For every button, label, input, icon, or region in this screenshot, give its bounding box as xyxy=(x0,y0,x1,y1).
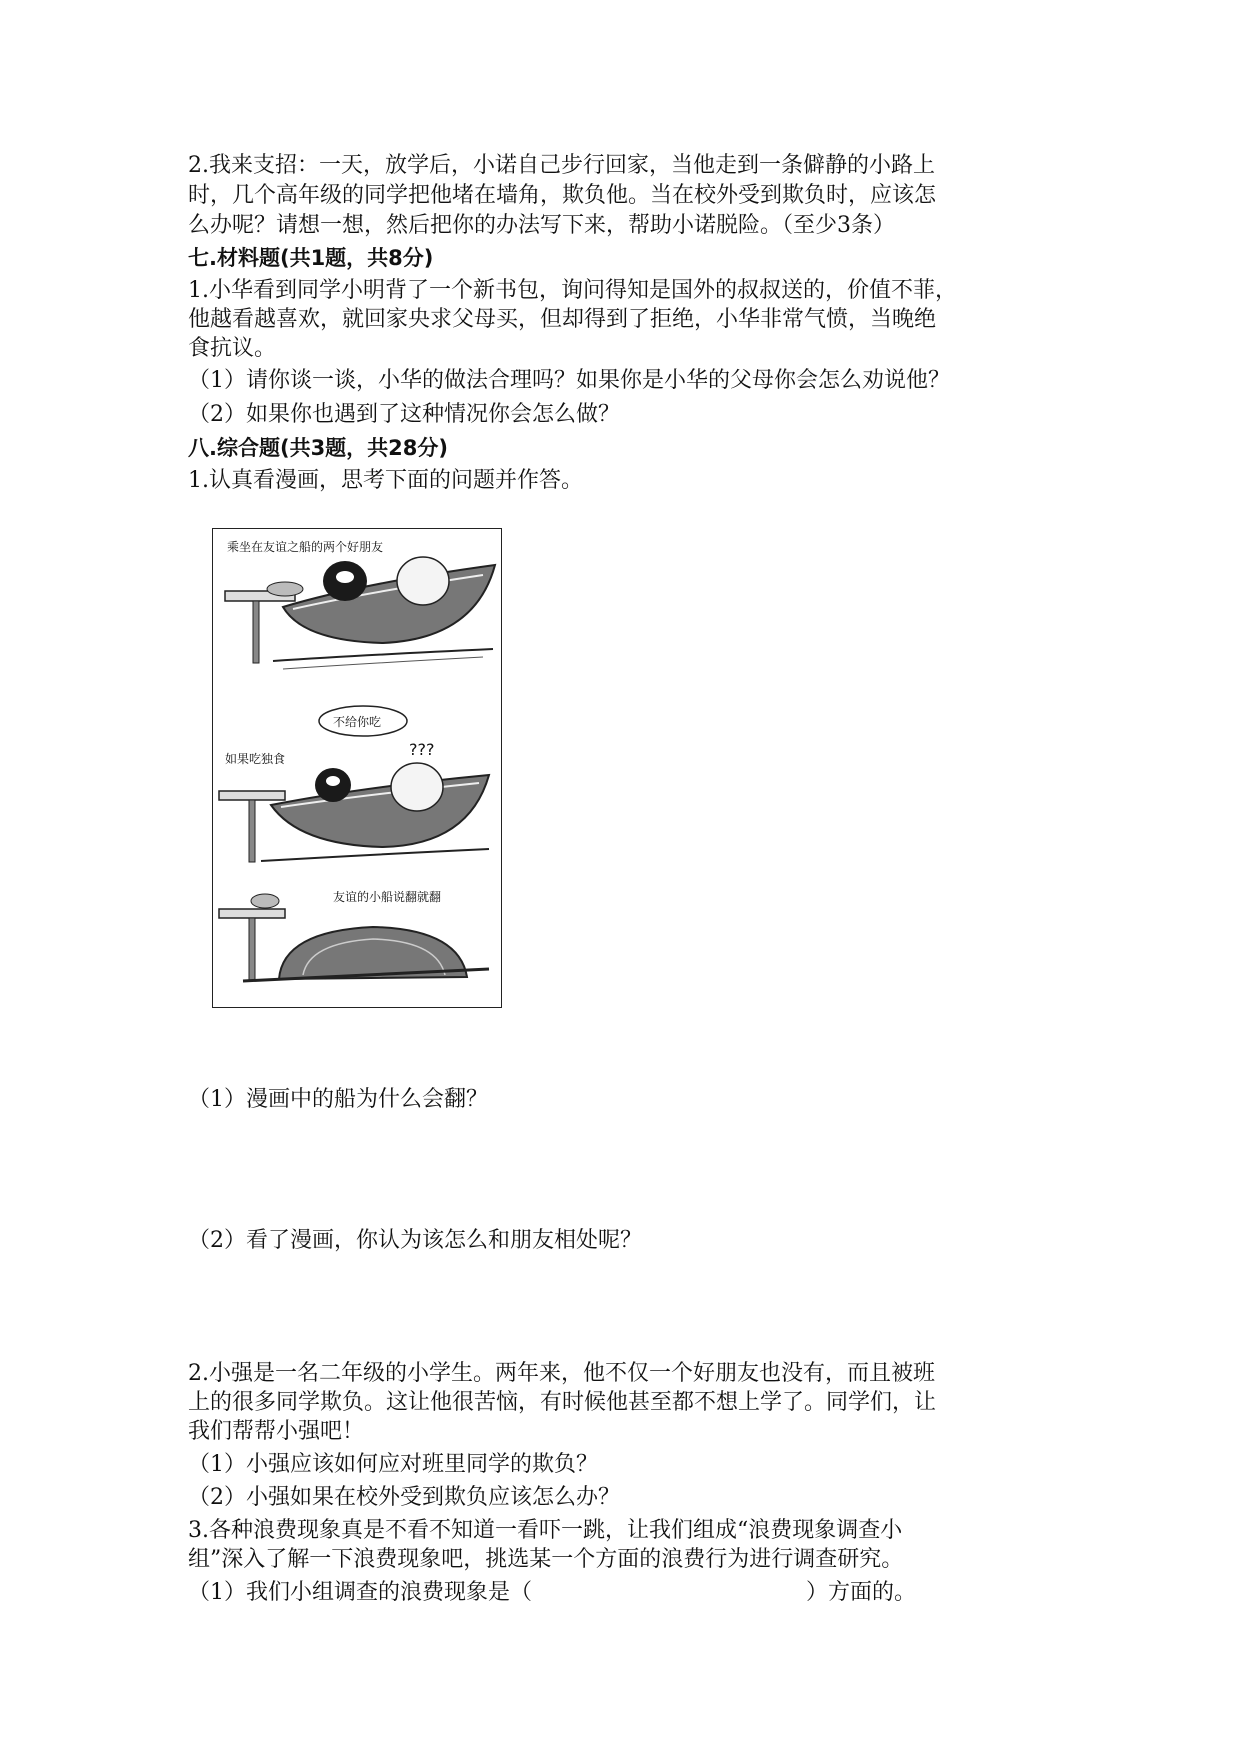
s8-q3-sub-1-end: ）方面的。 xyxy=(806,1580,917,1605)
s7-q1-line-1: 1.小华看到同学小明背了一个新书包，询问得知是国外的叔叔送的，价值不菲， xyxy=(188,278,957,303)
s8-q3-line-1: 3.各种浪费现象真是不看不知道一看吓一跳，让我们组成“浪费现象调查小 xyxy=(188,1518,903,1543)
panel-2-scene xyxy=(219,763,489,862)
friendship-boat-comic xyxy=(212,528,502,1008)
q6-2-line-2: 时，几个高年级的同学把他堵在墙角，欺负他。当在校外受到欺负时，应该怎 xyxy=(188,183,937,208)
s8-q2-line-3: 我们帮帮小强吧！ xyxy=(188,1419,365,1444)
s7-q1-sub-2: （2）如果你也遇到了这种情况你会怎么做？ xyxy=(188,402,620,427)
speech-bubble-text: 不给你吃 xyxy=(333,715,382,729)
comic-caption-2: 如果吃独食 xyxy=(225,752,286,766)
s8-q3-line-2: 组”深入了解一下浪费现象吧，挑选某一个方面的浪费行为进行调查研究。 xyxy=(188,1547,904,1572)
s8-q2-line-2: 上的很多同学欺负。这让他很苦恼，有时候他甚至都不想上学了。同学们，让 xyxy=(188,1390,937,1415)
panel-3-scene xyxy=(219,894,489,981)
q6-2-line-1: 2.我来支招：一天，放学后，小诺自己步行回家，当他走到一条僻静的小路上 xyxy=(188,153,935,178)
q6-2-line-3: 么办呢？请想一想，然后把你的办法写下来，帮助小诺脱险。（至少3条） xyxy=(188,213,895,238)
s8-q1-prompt: 1.认真看漫画，思考下面的问题并作答。 xyxy=(188,468,583,493)
s7-q1-sub-1: （1）请你谈一谈，小华的做法合理吗？如果你是小华的父母你会怎么劝说他？ xyxy=(188,368,950,393)
comic-caption-3: 友谊的小船说翻就翻 xyxy=(333,890,442,904)
s8-q1-sub-1: （1）漫画中的船为什么会翻？ xyxy=(188,1087,488,1112)
s8-q2-sub-1: （1）小强应该如何应对班里同学的欺负？ xyxy=(188,1452,598,1477)
s7-q1-line-3: 食抗议。 xyxy=(188,336,277,361)
panel-1-scene xyxy=(225,557,495,669)
section-7-title: 七.材料题(共1题，共8分) xyxy=(188,246,434,270)
s8-q3-sub-1-start: （1）我们小组调查的浪费现象是（ xyxy=(188,1580,532,1605)
question-marks: ??? xyxy=(409,740,435,759)
section-8-title: 八.综合题(共3题，共28分) xyxy=(188,436,449,460)
s8-q2-sub-2: （2）小强如果在校外受到欺负应该怎么办？ xyxy=(188,1485,620,1510)
s8-q1-sub-2: （2）看了漫画，你认为该怎么和朋友相处呢？ xyxy=(188,1228,642,1253)
s7-q1-line-2: 他越看越喜欢，就回家央求父母买，但却得到了拒绝，小华非常气愤，当晚绝 xyxy=(188,307,937,332)
s8-q2-line-1: 2.小强是一名二年级的小学生。两年来，他不仅一个好朋友也没有，而且被班 xyxy=(188,1361,935,1386)
comic-caption-1: 乘坐在友谊之船的两个好朋友 xyxy=(227,540,384,554)
